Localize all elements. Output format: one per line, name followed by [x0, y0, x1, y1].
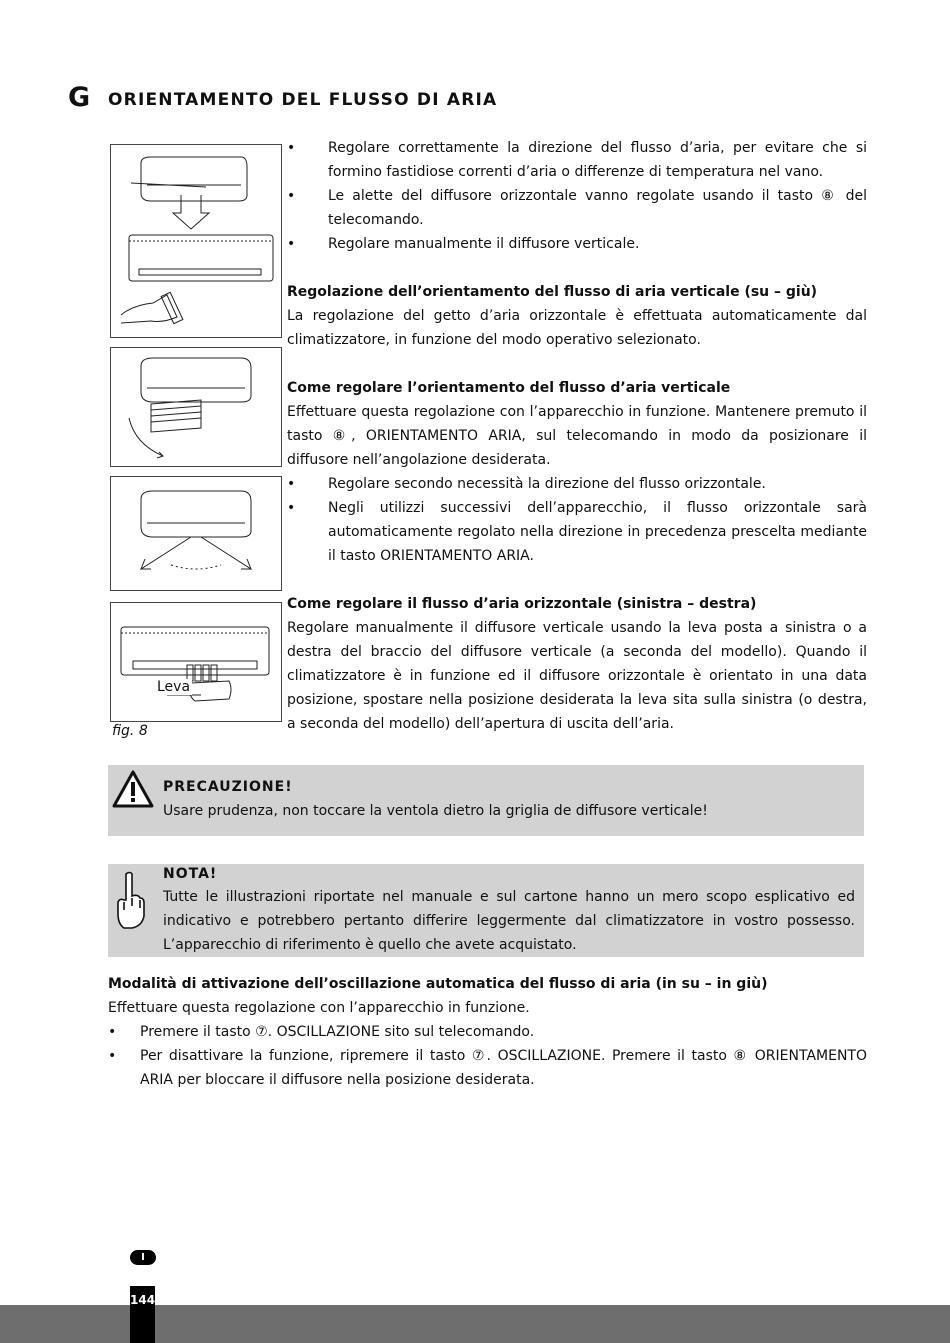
intro-bullet: • Regolare correttamente la direzione del flusso d’aria, per evitare che si formino fastidiose correnti d’aria o differenze di temperatura nel vano.	[287, 136, 867, 184]
auto-swing-bullet: • Premere il tasto ⑦. OSCILLAZIONE sito sul telecomando.	[108, 1020, 867, 1044]
how-vertical-bullet: • Regolare secondo necessità la direzione del flusso orizzontale.	[287, 472, 867, 496]
section-letter: G	[68, 82, 91, 113]
note-box	[108, 864, 864, 957]
intro-bullet: • Le alette del diffusore orizzontale vanno regolate usando il tasto ⑧ del telecomando.	[287, 184, 867, 232]
auto-swing-bullet: • Per disattivare la funzione, ripremere il tasto ⑦. OSCILLAZIONE. Premere il tasto ⑧ ORIENTAMENTO ARIA per bloccare il diffusore nella posizione desiderata.	[108, 1044, 867, 1092]
intro-bullet: • Regolare manualmente il diffusore verticale.	[287, 232, 867, 256]
figure-caption: fig. 8	[112, 723, 148, 739]
note-title: NOTA!	[163, 866, 218, 882]
auto-swing-section	[108, 972, 867, 1092]
main-text-column	[287, 136, 867, 736]
vertical-flow-heading: Regolazione dell’orientamento del flusso di aria verticale (su – giù)	[287, 284, 818, 300]
language-badge: I	[130, 1250, 156, 1265]
lever-label: Leva	[157, 679, 191, 695]
figure-lever	[110, 602, 282, 722]
auto-swing-heading: Modalità di attivazione dell’oscillazione automatica del flusso di aria (in su – in giù)	[108, 976, 768, 992]
figure-vertical-flow	[110, 347, 282, 467]
vertical-flow-text: La regolazione del getto d’aria orizzontale è effettuata automaticamente dal climatizzatore, in funzione del modo operativo selezionato.	[287, 308, 867, 348]
warning-icon	[112, 769, 154, 809]
caution-box	[108, 765, 864, 836]
caution-title: PRECAUZIONE!	[163, 779, 293, 795]
note-text: Tutte le illustrazioni riportate nel manuale e sul cartone hanno un mero scopo esplicativo ed indicativo e potrebbero pertanto differire leggermente dal climatizzatore in vostro possesso. L’apparecchio di riferimento è quello che avete acquistato.	[163, 889, 855, 953]
how-vertical-heading: Come regolare l’orientamento del flusso d’aria verticale	[287, 380, 731, 396]
figure-horizontal-flow	[110, 476, 282, 591]
pointing-finger-icon	[114, 870, 146, 932]
how-vertical-bullet: • Negli utilizzi successivi dell’apparecchio, il flusso orizzontale sarà automaticamente regolato nella direzione in precedenza prescelta mediante il tasto ORIENTAMENTO ARIA.	[287, 496, 867, 568]
page-number: 144	[130, 1286, 155, 1343]
auto-swing-text: Effettuare questa regolazione con l’apparecchio in funzione.	[108, 1000, 530, 1016]
caution-text: Usare prudenza, non toccare la ventola dietro la griglia de diffusore verticale!	[163, 803, 708, 819]
figure-remote-control	[110, 144, 282, 338]
how-horizontal-heading: Come regolare il flusso d’aria orizzontale (sinistra – destra)	[287, 596, 757, 612]
section-title: ORIENTAMENTO DEL FLUSSO DI ARIA	[108, 90, 498, 110]
how-vertical-text: Effettuare questa regolazione con l’apparecchio in funzione. Mantenere premuto il tasto ⑧, ORIENTAMENTO ARIA, sul telecomando in modo da posizionare il diffusore nell’angolazione desiderata.	[287, 404, 867, 468]
how-horizontal-text: Regolare manualmente il diffusore verticale usando la leva posta a sinistra o a destra del braccio del diffusore verticale (a seconda del modello). Quando il climatizzatore è in funzione ed il diffusore orizzontale è orientato in una data posizione, spostare nella posizione desiderata la leva sita sulla sinistra (o destra, a seconda del modello) dell’apertura di uscita dell’aria.	[287, 620, 867, 732]
